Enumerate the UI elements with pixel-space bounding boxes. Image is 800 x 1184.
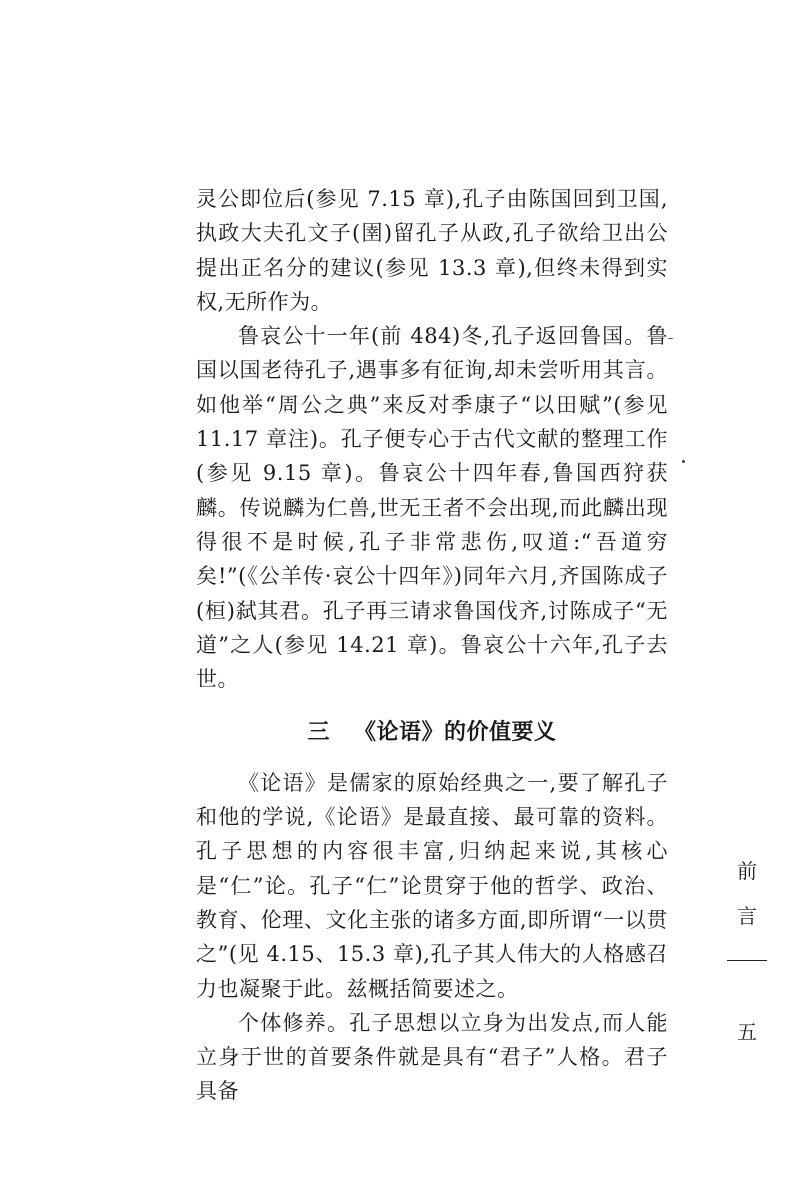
section-heading-number: 三 — [307, 720, 330, 746]
paragraph-3: 《论语》是儒家的原始经典之一,要了解孔子和他的学说,《论语》是最直接、最可靠的资料。孔子思想的内容很丰富,归纳起来说,其核心是“仁”论。孔子“仁”论贯穿于他的哲学、政治、教育、伦理、文化主张的诸多方面,即所谓“一以贯之”(见 4.15、15.3 章),孔子其人伟大的人格感召力也凝聚于此。兹概括简要述之。 — [196, 770, 668, 1001]
margin-section-char-2: 言 — [737, 904, 757, 928]
section-heading-title: 《论语》的价值要义 — [354, 720, 557, 746]
page-number: 五 — [737, 1020, 757, 1044]
paragraph-2: 鲁哀公十一年(前 484)冬,孔子返回鲁国。鲁国以国老待孔子,遇事多有征询,却未尝听用其言。如他举“周公之典”来反对季康子“以田赋”(参见 11.17 章注)。孔子便专心于古代文献的整理工作(参见 9.15 章)。鲁哀公十四年春,鲁国西狩获麟。传说麟为仁兽,世无王者不会出现,而此麟出现得很不是时候,孔子非常悲伤,叹道:“吾道穷矣!”(《公羊传·哀公十四年》)同年六月,齐国陈成子(桓)弑其君。孔子再三请求鲁国伐齐,讨陈成子“无道”之人(参见 14.21 章)。鲁哀公十六年,孔子去世。 — [196, 324, 668, 692]
scan-speck — [668, 338, 673, 339]
paragraph-4: 个体修养。孔子思想以立身为出发点,而人能立身于世的首要条件就是具有“君子”人格。君子具备 — [196, 1010, 668, 1104]
section-heading — [196, 716, 668, 750]
paragraph-1: 灵公即位后(参见 7.15 章),孔子由陈国回到卫国,执政大夫孔文子(圉)留孔子从政,孔子欲给卫出公提出正名分的建议(参见 13.3 章),但终未得到实权,无所作为。 — [196, 187, 668, 314]
margin-divider — [727, 960, 767, 961]
scan-speck — [682, 460, 685, 463]
margin-section-char-1: 前 — [737, 859, 757, 883]
page-body-text — [196, 182, 668, 1109]
